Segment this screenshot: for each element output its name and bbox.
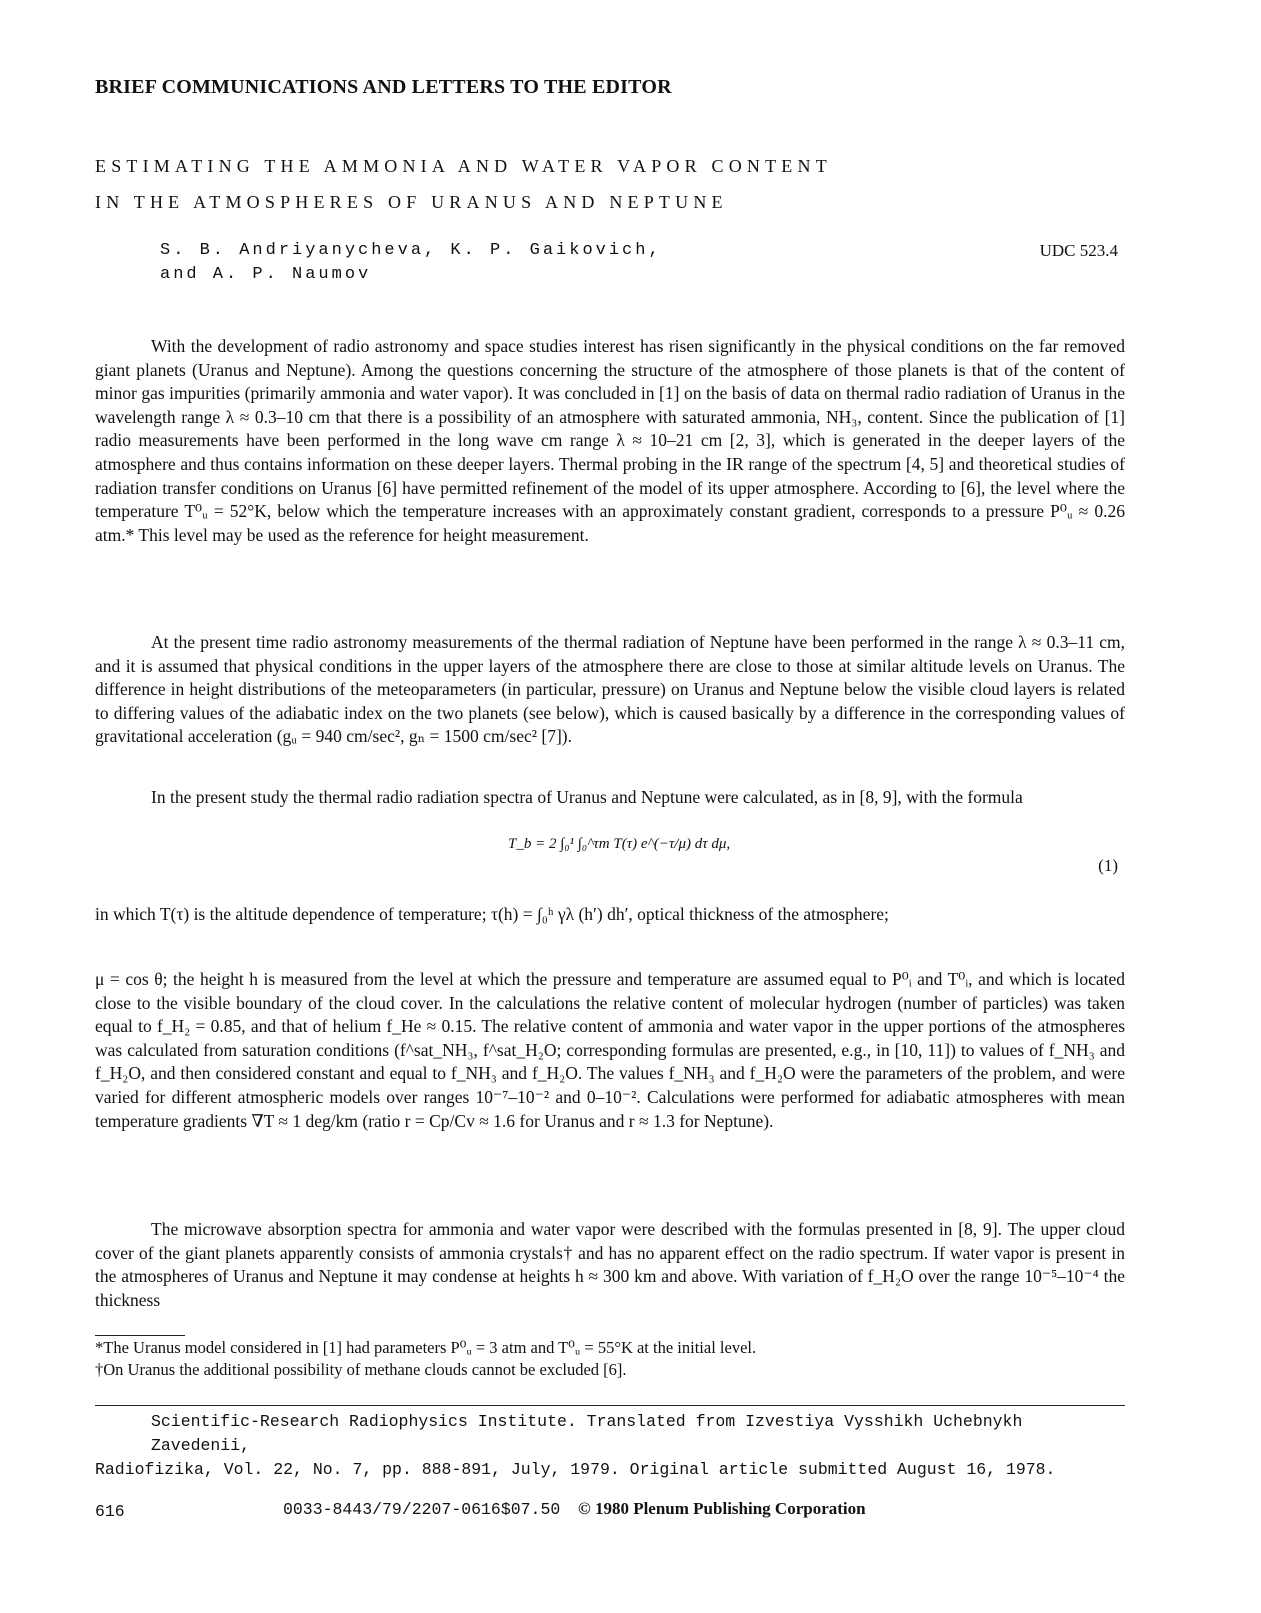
udc-code: UDC 523.4 [1039, 241, 1118, 260]
source-line-2: Radiofizika, Vol. 22, No. 7, pp. 888-891, July, 1979. Original article submitted August 16, 1978. [95, 1460, 1056, 1479]
page-number: 616 [95, 1502, 125, 1521]
article-title-line-2: IN THE ATMOSPHERES OF URANUS AND NEPTUNE [95, 192, 728, 212]
equation-1-number: (1) [1098, 856, 1118, 875]
footnote-1: *The Uranus model considered in [1] had parameters P⁰ᵤ = 3 atm and T⁰ᵤ = 55°K at the initial level. [95, 1338, 757, 1357]
authors-line-2: and A. P. Naumov [160, 265, 372, 284]
article-title-line-1: ESTIMATING THE AMMONIA AND WATER VAPOR CONTENT [95, 156, 832, 176]
body-paragraph-4-block [95, 968, 1125, 1147]
body-paragraph-1-block [95, 335, 1125, 561]
section-heading: BRIEF COMMUNICATIONS AND LETTERS TO THE EDITOR [95, 76, 672, 98]
equation-definition-line: in which T(τ) is the altitude dependence of temperature; τ(h) = ∫₀ʰ γλ (h′) dh′, optical thickness of the atmosphere; [95, 904, 889, 924]
authors-line-1: S. B. Andriyanycheva, K. P. Gaikovich, [160, 241, 662, 260]
publisher-line: © 1980 Plenum Publishing Corporation [578, 1499, 866, 1518]
body-paragraph-2: At the present time radio astronomy measurements of the thermal radiation of Neptune have been performed in the range λ ≈ 0.3–11 cm, and it is assumed that physical conditions in the upper layers of the atmosphere there are close to those at similar altitude levels on Uranus. The difference in height distributions of the meteoparameters (in particular, pressure) on Uranus and Neptune below the visible cloud layers is related to differing values of the adiabatic index on the two planets (see below), which is caused basically by a difference in the corresponding values of gravitational acceleration (gᵤ = 940 cm/sec², gₙ = 1500 cm/sec² [7]). [95, 632, 1125, 747]
article-code: 0033-8443/79/2207-0616$07.50 [283, 1500, 561, 1519]
body-paragraph-4: μ = cos θ; the height h is measured from the level at which the pressure and temperature are assumed equal to P⁰ᵢ and T⁰ᵢ, and which is located close to the visible boundary of the cloud cover. In the calculations the relative content of molecular hydrogen (number of particles) was taken equal to f_H₂ = 0.85, and that of helium f_He ≈ 0.15. The relative content of ammonia and water vapor in the upper portions of the atmospheres was calculated from saturation conditions (f^sat_NH₃, f^sat_H₂O; corresponding formulas are presented, e.g., in [10, 11]) to values of f_NH₃ and f_H₂O, and then considered constant and equal to f_NH₃ and f_H₂O. The values f_NH₃ and f_H₂O were the parameters of the problem, and were varied for different atmospheric models over ranges 10⁻⁷–10⁻² and 0–10⁻². Calculations were performed for adiabatic atmospheres with mean temperature gradients ∇T ≈ 1 deg/km (ratio r = Cp/Cv ≈ 1.6 for Uranus and r ≈ 1.3 for Neptune). [95, 969, 1125, 1131]
footnote-2: †On Uranus the additional possibility of methane clouds cannot be excluded [6]. [95, 1360, 627, 1379]
source-line-1: Scientific-Research Radiophysics Institute. Translated from Izvestiya Vysshikh Uchebnykh Zavedenii, [151, 1412, 1023, 1455]
body-paragraph-1: With the development of radio astronomy and space studies interest has risen significantly in the physical conditions on the far removed giant planets (Uranus and Neptune). Among the questions concerning the structure of the atmosphere of those planets is that of the content of minor gas impurities (primarily ammonia and water vapor). It was concluded in [1] on the basis of data on thermal radio radiation of Uranus in the wavelength range λ ≈ 0.3–10 cm that there is a possibility of an atmosphere with saturated ammonia, NH₃, content. Since the publication of [1] radio measurements have been performed in the long wave cm range λ ≈ 10–21 cm [2, 3], which is generated in the deeper layers of the atmosphere and thus contains information on these deeper layers. Thermal probing in the IR range of the spectrum [4, 5] and theoretical studies of radiation transfer conditions on Uranus [6] have permitted refinement of the model of its upper atmosphere. According to [6], the level where the temperature T⁰ᵤ = 52°K, below which the temperature increases with an approximately constant gradient, corresponds to a pressure P⁰ᵤ ≈ 0.26 atm.* This level may be used as the reference for height measurement. [95, 336, 1125, 545]
source-divider [95, 1405, 1125, 1406]
body-paragraph-3: In the present study the thermal radio radiation spectra of Uranus and Neptune were calculated, as in [8, 9], with the formula [151, 787, 1023, 807]
body-paragraph-2-block [95, 631, 1125, 763]
body-paragraph-5: The microwave absorption spectra for ammonia and water vapor were described with the formulas presented in [8, 9]. The upper cloud cover of the giant planets apparently consists of ammonia crystals† and has no apparent effect on the radio spectrum. If water vapor is present in the atmospheres of Uranus and Neptune it may condense at heights h ≈ 300 km and above. With variation of f_H₂O over the range 10⁻⁵–10⁻⁴ the thickness [95, 1219, 1125, 1310]
footnote-divider [95, 1335, 185, 1336]
equation-1: T_b = 2 ∫₀¹ ∫₀^τm T(τ) e^(−τ/μ) dτ dμ, [508, 836, 731, 852]
body-paragraph-3-block [95, 786, 1125, 824]
source-note [95, 1410, 1125, 1482]
body-paragraph-5-block [95, 1218, 1125, 1326]
